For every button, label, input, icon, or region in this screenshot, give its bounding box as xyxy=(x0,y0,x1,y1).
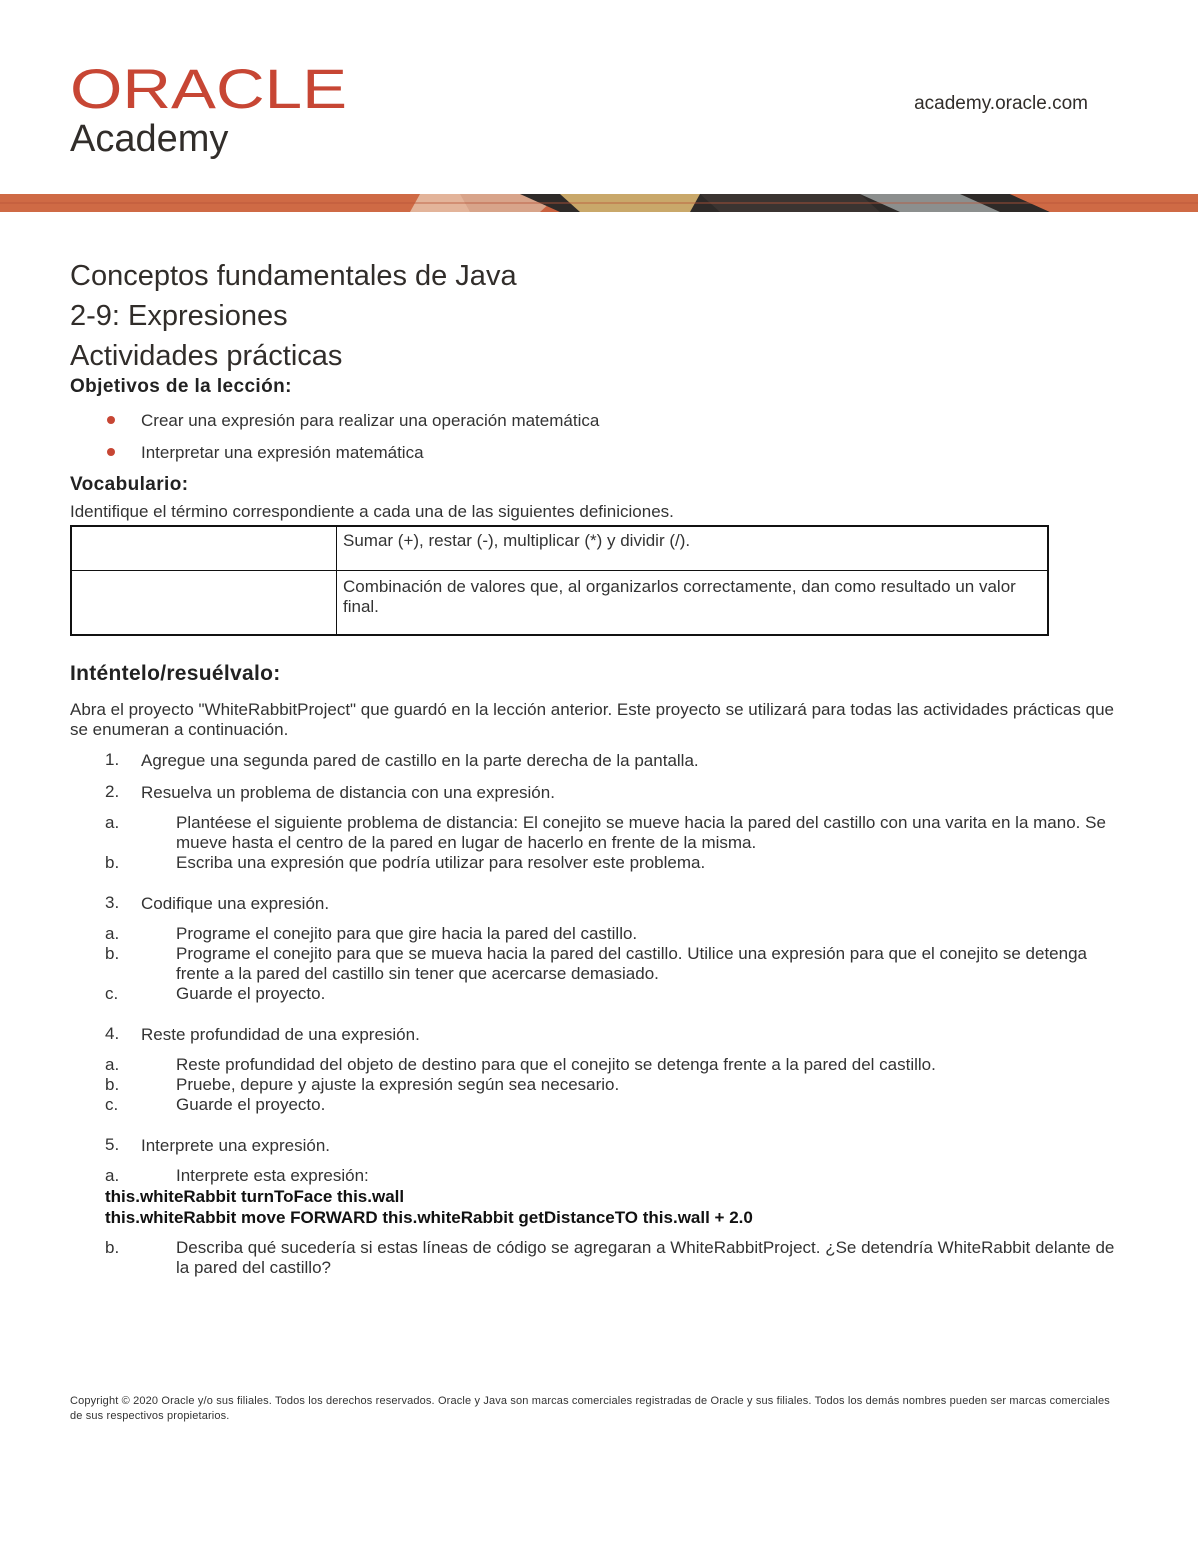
step-number: 2. xyxy=(105,782,120,801)
logo-brand-text: ORACLE xyxy=(70,66,347,114)
document-body xyxy=(70,256,1130,1278)
doc-type-title: Actividades prácticas xyxy=(70,340,343,372)
substeps-list xyxy=(105,1166,1130,1186)
substep-label: c. xyxy=(105,1095,119,1114)
substeps-list xyxy=(105,813,1130,873)
header-banner xyxy=(0,194,1198,212)
step-number: 4. xyxy=(105,1024,120,1043)
definition-cell: Combinación de valores que, al organizarlos correctamente, dan como resultado un valor final. xyxy=(337,571,1049,636)
table-row xyxy=(71,526,1048,571)
term-cell[interactable] xyxy=(71,571,337,636)
step-text: Interprete una expresión. xyxy=(141,1136,331,1155)
vocabulary-table xyxy=(70,525,1049,636)
substep-label: a. xyxy=(105,1055,120,1074)
bullet-icon xyxy=(107,448,115,456)
substep-label: b. xyxy=(105,944,120,963)
steps-list xyxy=(70,750,1130,1278)
substep-label: b. xyxy=(105,853,120,872)
try-it-intro: Abra el proyecto "WhiteRabbitProject" que guardó en la lección anterior. Este proyecto se utilizará para todas las actividades prácticas que se enumeran a continuación. xyxy=(70,700,1114,739)
objectives-list xyxy=(70,410,1130,463)
substep-item: b. Escriba una expresión que podría utilizar para resolver este problema. xyxy=(105,853,706,872)
step-item xyxy=(70,1135,1130,1278)
copyright-footer: Copyright © 2020 Oracle y/o sus filiales. Todos los derechos reservados. Oracle y Java son marcas comerciales registradas de Oracle y sus filiales. Todos los demás nombres pueden ser marcas comerciales de sus respectivos propietarios. xyxy=(70,1395,1110,1422)
substep-label: b. xyxy=(105,1238,120,1257)
substep-item: a. Reste profundidad del objeto de destino para que el conejito se detenga frente a la pared del castillo. xyxy=(105,1055,936,1074)
substeps-list xyxy=(105,1238,1130,1278)
objectives-heading: Objetivos de la lección: xyxy=(70,376,292,397)
site-url: academy.oracle.com xyxy=(914,93,1088,114)
vocabulary-instruction: Identifique el término correspondiente a cada una de las siguientes definiciones. xyxy=(70,502,674,521)
substep-label: a. xyxy=(105,1166,120,1185)
substep-label: a. xyxy=(105,813,120,832)
step-item xyxy=(70,750,1130,771)
step-text: Agregue una segunda pared de castillo en la parte derecha de la pantalla. xyxy=(141,751,699,770)
substep-item: a. Plantéese el siguiente problema de distancia: El conejito se mueve hacia la pared del castillo con una varita en la mano. Se mueve hasta el centro de la pared en lugar de hacerlo en frente de la misma. xyxy=(105,813,1106,852)
step-text: Codifique una expresión. xyxy=(141,894,330,913)
substep-item: c. Guarde el proyecto. xyxy=(105,1095,326,1114)
step-item xyxy=(70,782,1130,873)
step-text: Resuelva un problema de distancia con una expresión. xyxy=(141,783,555,802)
oracle-wordmark xyxy=(70,66,347,114)
substep-item: b. Programe el conejito para que se mueva hacia la pared del castillo. Utilice una expresión para que el conejito se detenga frente a la pared del castillo sin tener que acercarse demasiado. xyxy=(105,944,1088,983)
substeps-list xyxy=(105,924,1130,1004)
bullet-icon xyxy=(107,416,115,424)
step-number: 3. xyxy=(105,893,120,912)
substep-item: a. Programe el conejito para que gire hacia la pared del castillo. xyxy=(105,924,638,943)
step-number: 1. xyxy=(105,750,120,769)
substep-label: b. xyxy=(105,1075,120,1094)
step-text: Reste profundidad de una expresión. xyxy=(141,1025,420,1044)
objective-item: Crear una expresión para realizar una operación matemática xyxy=(70,410,1130,431)
substep-item: b. Pruebe, depure y ajuste la expresión según sea necesario. xyxy=(105,1075,620,1094)
substep-item: c. Guarde el proyecto. xyxy=(105,984,326,1003)
substep-label: a. xyxy=(105,924,120,943)
step-number: 5. xyxy=(105,1135,120,1154)
substep-item: a. Interprete esta expresión: xyxy=(105,1166,369,1185)
table-row xyxy=(71,571,1048,636)
term-cell[interactable] xyxy=(71,526,337,571)
definition-cell: Sumar (+), restar (-), multiplicar (*) y dividir (/). xyxy=(337,526,1049,571)
course-title: Conceptos fundamentales de Java xyxy=(70,260,517,292)
step-item xyxy=(70,893,1130,1004)
vocabulary-heading: Vocabulario: xyxy=(70,474,189,495)
step-item xyxy=(70,1024,1130,1115)
substeps-list xyxy=(105,1055,1130,1115)
logo-product-text: Academy xyxy=(70,118,229,160)
lesson-title: 2-9: Expresiones xyxy=(70,300,288,332)
oracle-academy-logo xyxy=(70,66,350,160)
substep-item: b. Describa qué sucedería si estas líneas de código se agregaran a WhiteRabbitProject. ¿Se detendría WhiteRabbit delante de la pared del castillo? xyxy=(105,1238,1115,1277)
try-it-heading: Inténtelo/resuélvalo: xyxy=(70,662,281,685)
code-line: this.whiteRabbit turnToFace this.wall xyxy=(105,1187,405,1206)
substep-label: c. xyxy=(105,984,119,1003)
code-line: this.whiteRabbit move FORWARD this.whiteRabbit getDistanceTO this.wall + 2.0 xyxy=(105,1208,753,1227)
objective-item: Interpretar una expresión matemática xyxy=(70,442,1130,463)
